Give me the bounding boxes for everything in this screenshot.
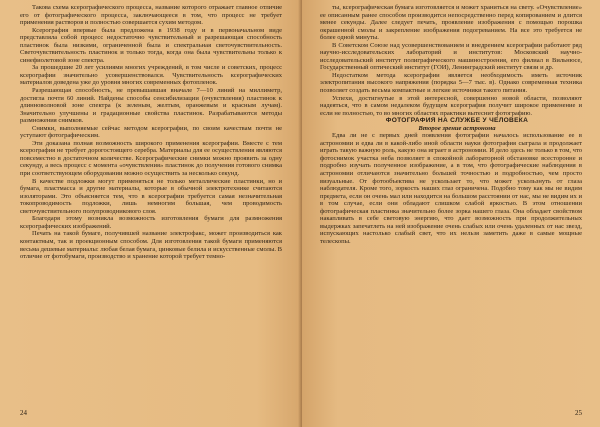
paragraph: В Советском Союзе над усовершенствованием и внедрением ксерографии работают ряд научно-исследовательских лабораторий и институтов: Московский научно-исследовательский институт полиграфического машиностроения, его филиал в Вильнюсе, Государственный оптический институт (ГОИ), Ленинградский институт связи и др. (320, 41, 582, 72)
paragraph: Такова схема ксерографического процесса, название которого отражает главное отличие его от фотографического процесса, заключающееся в том, что процесс не требует применения растворов и полностью совершается сухим методом. (20, 4, 282, 27)
left-text-column (20, 4, 282, 261)
paragraph: Едва ли не с первых дней появления фотографии началось использование ее в астрономии и едва ли в какой-либо иной области науки фотография сыграла и продолжает играть такую важную роль, какую она играет в астрономии. И дело здесь не только в том, что фотоснимок участка неба позволяет в спокойной лабораторной обстановке всесторонне и подробно изучать полученное изображение, а в том, что фотографические наблюдения в астрономии отличаются значительно большей точностью и подробностью, чем просто визуальные. От фотообъектива не ускользает то, что может ускользнуть от глаза наблюдателя. Кроме того, зоркость наших глаз ограничена. Подобно тому как мы не видим предмета, если он очень мал или находится на большом расстоянии от нас, мы не видим их и в том случае, если они обладают слишком слабой яркостью. В этом отношении фотографическая пластинка значительно более зорка нашего глаза. Она обладает свойством накапливать в себе световую энергию, что дает возможность при продолжительных выдержках запечатлеть на ней изображение очень слабых или очень удаленных от нас звезд, испускающих настолько слабый свет, что их нельзя заметить даже в самые мощные телескопы. (320, 132, 582, 245)
paragraph: Печать на такой бумаге, получившей название электрофакс, может производиться как контактным, так и проекционным способом. Для изготовления такой бумаги применяются весьма дешевые материалы: любая белая бумага, цинковые белила и искусственные смолы. В отличие от фотобумаги, производство и хранение которой требует темно- (20, 230, 282, 261)
paragraph: Успехи, достигнутые в этой интересной, совершенно новой области, позволяют надеяться, что в самом недалеком будущем ксерография получит широкое применение и если не полностью, то во многих областях практики вытеснит фотографию. (320, 94, 582, 117)
right-page (302, 0, 600, 427)
page-number-right: 25 (575, 409, 582, 417)
paragraph: ты, ксерографическая бумага изготовляется и может храниться на свету. «Очувствление» ее описанным ранее способом производится непосредственно перед копированием и длится менее секунды. Далее следует печать, проявление изображения с помощью порошка окрашенной смолы и закрепление изображения подогреванием. На все это требуется не более одной минуты. (320, 4, 582, 42)
paragraph: За прошедшие 20 лет усилиями многих учреждений, в том числе и советских, процесс ксерографии значительно усовершенствовался. Чувствительность ксерографических материалов доведена уже до уровня многих современных фотопленок. (20, 64, 282, 87)
paragraph: Эти доказана полная возможность широкого применения ксерографии. Вместе с тем ксерография не требует дорогостоящего серебра. Материалы для ее осуществления являются повсеместно в достаточном количестве. Ксерографические снимки можно проявить за одну секунду, а весь процесс с момента «очувствления» пластинок до получения готового снимка при соответствующем оборудовании можно осуществить за несколько секунд. (20, 139, 282, 178)
section-heading: ФОТОГРАФИЯ НА СЛУЖБЕ У ЧЕЛОВЕКА (385, 117, 529, 125)
right-text-column (320, 4, 582, 246)
paragraph: Снимки, выполняемые сейчас методом ксерографии, по своим качествам почти не уступают фотографическим. (20, 124, 282, 140)
paragraph: Разрешающая способность, не превышавшая вначале 7—10 линий на миллиметр, достигла почти 60 линий. Найдены способы сенсибилизации (очувствления) пластинок к длинноволновой зоне спектра (к зеленым, желтым, оранжевым и красным лучам). Значительно улучшены и градационные свойства пластинок. Разрабатываются методы размножения снимков. (20, 87, 282, 125)
page-number-left: 24 (20, 409, 27, 417)
paragraph: Благодаря этому возникла возможность изготовления бумаги для размножения ксерографических изображений. (20, 215, 282, 230)
paragraph: Недостатком метода ксерографии является необходимость иметь источник электропитания высокого напряжения (порядка 5—7 тыс. в). Однако современная техника позволяет создать весьма компактные и легкие источники такого питания. (320, 71, 582, 95)
subsection-heading: Второе зрение астронома (418, 124, 496, 132)
paragraph: В качестве подложки могут применяться не только металлические пластинки, но и бумага, пластмасса и другие материалы, которые в обычной электротехнике считаются изоляторами. Это объясняется тем, что в ксерографии требуется самая незначительная токопроводимость подложки, лишь немногим большая, чем проводимость светочувствительного полупроводникового слоя. (20, 177, 282, 215)
paragraph: Ксерография впервые была предложена в 1938 году и в первоначальном виде представляла собой процесс недостаточно чувствительный и разрешающая способность пластинок была низкими, ограниченной была и спектральная светочувствительность. Светочувствительность пластинок и только тогда, когда она была чувствительны только к синефиолетовой зоне спектра. (20, 26, 282, 64)
